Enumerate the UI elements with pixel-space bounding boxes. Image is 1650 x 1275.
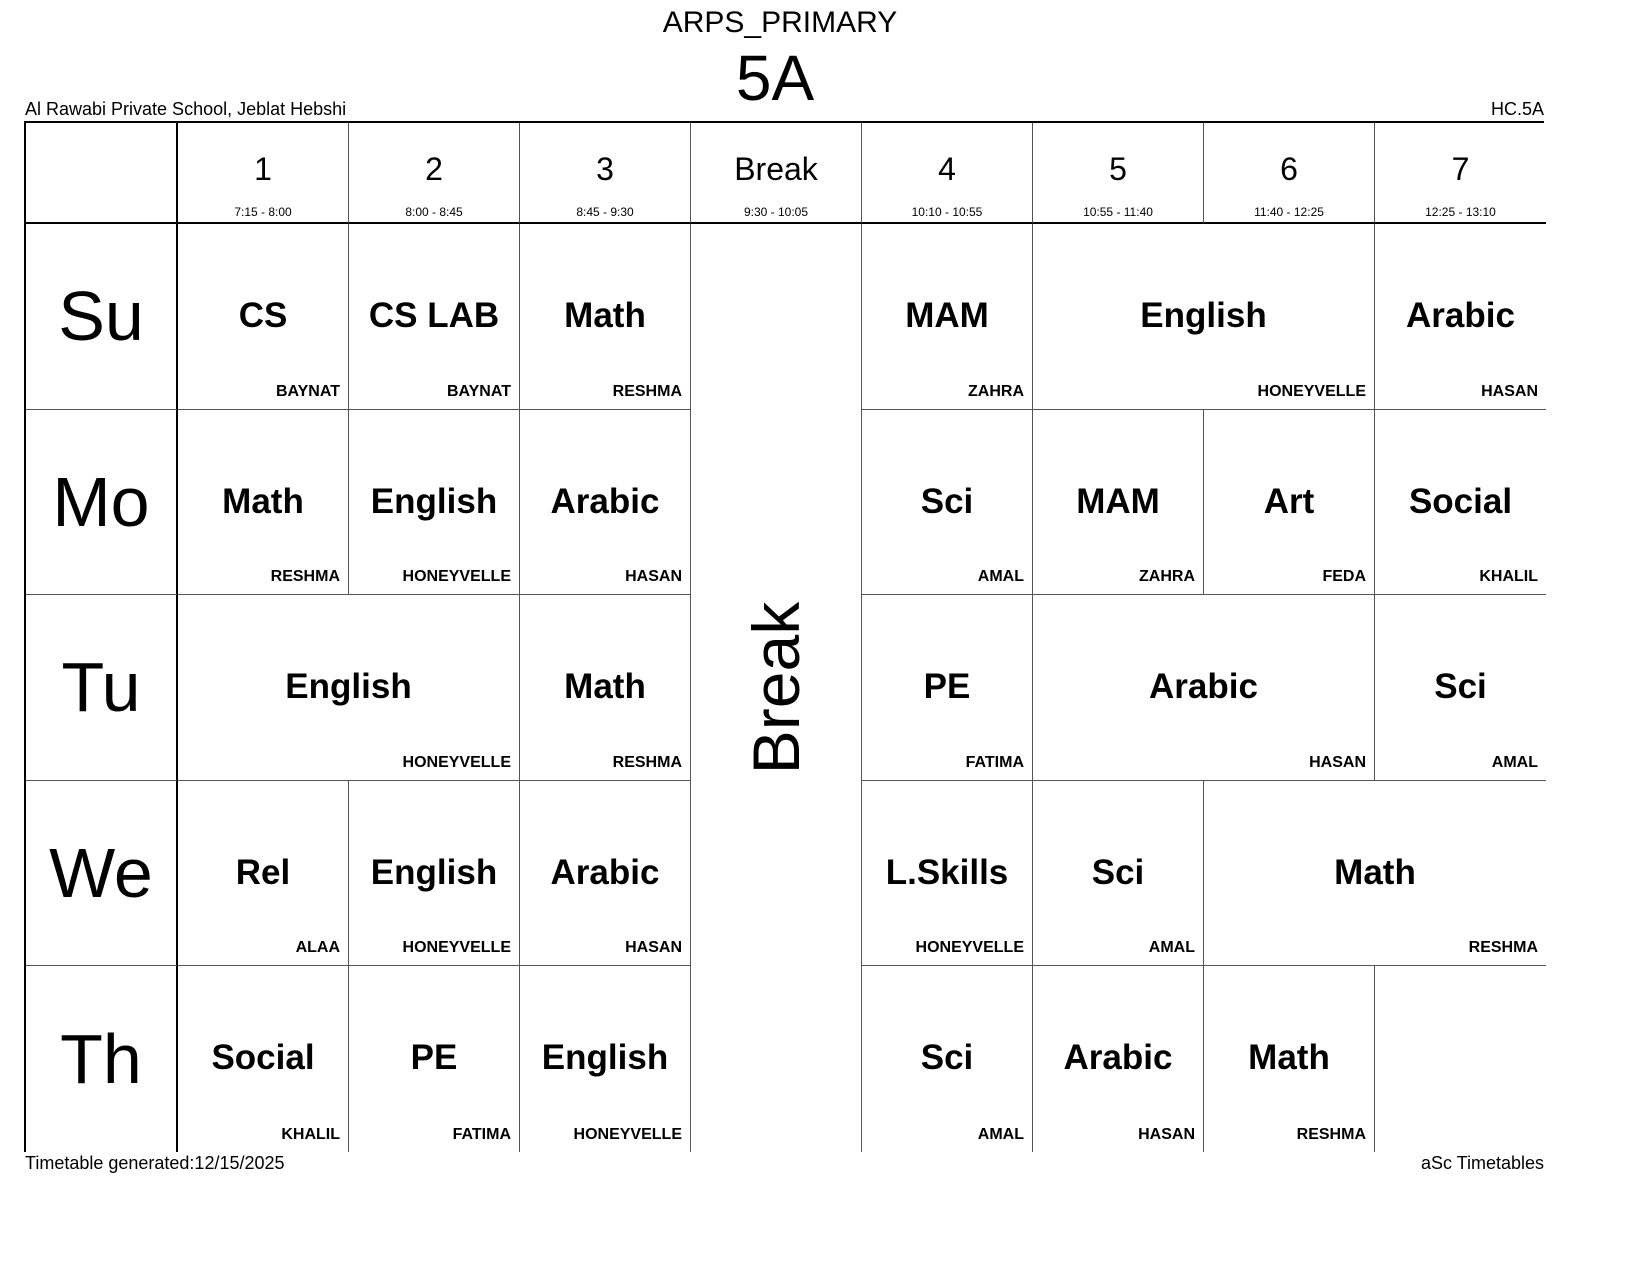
lesson-teacher: HONEYVELLE <box>402 568 511 585</box>
lesson-teacher: HASAN <box>1138 1125 1195 1143</box>
lesson-cell[interactable] <box>349 966 520 1152</box>
lesson-teacher: RESHMA <box>270 568 340 585</box>
lesson-cell[interactable] <box>520 410 691 596</box>
lesson-cell[interactable] <box>1204 781 1546 967</box>
period-time: 8:45 - 9:30 <box>576 205 634 219</box>
lesson-cell[interactable] <box>1375 224 1546 410</box>
period-number: Break <box>734 151 818 187</box>
lesson-teacher: RESHMA <box>612 753 682 771</box>
lesson-subject: PE <box>923 667 971 706</box>
lesson-teacher: AMAL <box>1491 753 1538 771</box>
lesson-cell[interactable] <box>862 595 1033 781</box>
period-header <box>349 123 520 224</box>
lesson-subject: Arabic <box>550 852 660 892</box>
period-time: 9:30 - 10:05 <box>743 205 809 219</box>
lesson-teacher: FATIMA <box>965 753 1024 771</box>
lesson-subject: Arabic <box>1063 1038 1173 1077</box>
lesson-subject: English <box>1140 296 1267 335</box>
class-code: HC.5A <box>1490 99 1544 119</box>
lesson-subject: Sci <box>920 481 974 521</box>
lesson-cell[interactable] <box>1204 966 1375 1152</box>
lesson-teacher: FEDA <box>1322 568 1366 585</box>
lesson-teacher: HASAN <box>625 939 682 956</box>
day-cell <box>26 410 178 596</box>
class-name: 5A <box>735 42 815 114</box>
lesson-cell[interactable] <box>520 781 691 967</box>
lesson-teacher: ZAHRA <box>1139 568 1195 585</box>
lesson-cell[interactable] <box>1033 595 1375 781</box>
lesson-subject: CS LAB <box>368 296 500 335</box>
period-number: 3 <box>596 151 614 187</box>
day-label: Tu <box>61 648 141 727</box>
break-label: Break <box>739 601 813 774</box>
corner-cell <box>26 123 178 224</box>
lesson-subject: L.Skills <box>885 852 1009 892</box>
lesson-subject: MAM <box>905 296 989 335</box>
lesson-teacher: HASAN <box>1309 753 1366 771</box>
lesson-cell[interactable] <box>862 781 1033 967</box>
lesson-teacher: FATIMA <box>452 1125 511 1143</box>
lesson-teacher: HONEYVELLE <box>402 939 511 956</box>
lesson-teacher: RESHMA <box>1468 939 1538 956</box>
lesson-cell[interactable] <box>178 966 349 1152</box>
period-time: 7:15 - 8:00 <box>234 205 292 219</box>
generated-date: Timetable generated:12/15/2025 <box>25 1153 285 1173</box>
period-time: 8:00 - 8:45 <box>405 205 463 219</box>
lesson-teacher: RESHMA <box>612 382 682 400</box>
lesson-cell[interactable] <box>862 224 1033 410</box>
lesson-teacher: HONEYVELLE <box>1257 382 1366 400</box>
lesson-subject: Arabic <box>550 481 660 521</box>
lesson-teacher: BAYNAT <box>446 382 511 400</box>
lesson-teacher: AMAL <box>977 568 1024 585</box>
day-cell <box>26 595 178 781</box>
lesson-cell[interactable] <box>1033 224 1375 410</box>
period-time: 11:40 - 12:25 <box>1254 205 1324 219</box>
lesson-subject: English <box>370 481 498 521</box>
day-cell <box>26 224 178 410</box>
day-label: We <box>49 833 153 912</box>
lesson-cell[interactable] <box>1033 410 1204 596</box>
lesson-cell[interactable] <box>520 224 691 410</box>
lesson-teacher: KHALIL <box>1479 568 1538 585</box>
lesson-subject: Math <box>564 296 646 335</box>
lesson-cell[interactable] <box>1033 966 1204 1152</box>
period-header <box>691 123 862 224</box>
lesson-teacher: AMAL <box>977 1125 1024 1143</box>
lesson-cell[interactable] <box>349 410 520 596</box>
lesson-subject: Arabic <box>1406 296 1515 335</box>
lesson-subject: Math <box>1248 1038 1330 1077</box>
period-number: 2 <box>425 151 443 187</box>
software-credit: aSc Timetables <box>1420 1153 1544 1173</box>
lesson-subject: MAM <box>1076 481 1160 521</box>
period-header <box>862 123 1033 224</box>
break-column <box>691 224 862 1152</box>
lesson-cell[interactable] <box>178 595 520 781</box>
period-header <box>1375 123 1546 224</box>
lesson-teacher: HONEYVELLE <box>402 753 511 771</box>
lesson-teacher: AMAL <box>1148 939 1195 956</box>
timetable-title: ARPS_PRIMARY <box>662 6 898 39</box>
lesson-subject: Social <box>1408 481 1513 521</box>
day-cell <box>26 781 178 967</box>
lesson-cell[interactable] <box>862 410 1033 596</box>
day-label: Su <box>58 277 144 356</box>
empty-cell[interactable] <box>1375 966 1546 1152</box>
day-label: Th <box>60 1019 142 1098</box>
lesson-subject: English <box>285 667 412 706</box>
period-header <box>1204 123 1375 224</box>
lesson-subject: Social <box>211 1038 315 1077</box>
period-header <box>1033 123 1204 224</box>
lesson-cell[interactable] <box>349 781 520 967</box>
lesson-cell[interactable] <box>178 410 349 596</box>
lesson-subject: Sci <box>920 1038 974 1077</box>
lesson-subject: Math <box>222 481 304 521</box>
lesson-subject: Math <box>564 667 646 706</box>
lesson-teacher: BAYNAT <box>275 382 340 400</box>
period-number: 7 <box>1451 151 1470 187</box>
period-time: 10:10 - 10:55 <box>911 205 983 219</box>
lesson-subject: Sci <box>1091 852 1145 892</box>
lesson-teacher: KHALIL <box>281 1125 340 1143</box>
lesson-teacher: HASAN <box>1481 382 1538 400</box>
lesson-subject: Sci <box>1434 667 1487 706</box>
period-number: 4 <box>938 151 956 187</box>
lesson-teacher: HONEYVELLE <box>573 1125 682 1143</box>
lesson-subject: Art <box>1263 481 1315 521</box>
day-cell <box>26 966 178 1152</box>
lesson-subject: Rel <box>235 852 291 892</box>
lesson-subject: English <box>370 852 498 892</box>
timetable-grid <box>24 121 1544 1152</box>
period-time: 12:25 - 13:10 <box>1425 205 1496 219</box>
period-header <box>520 123 691 224</box>
lesson-teacher: ZAHRA <box>968 382 1024 400</box>
lesson-cell[interactable] <box>1375 595 1546 781</box>
lesson-cell[interactable] <box>520 595 691 781</box>
lesson-subject: Arabic <box>1149 667 1258 706</box>
period-number: 1 <box>254 151 272 187</box>
lesson-teacher: ALAA <box>295 939 340 956</box>
lesson-cell[interactable] <box>520 966 691 1152</box>
lesson-subject: Math <box>1334 852 1416 892</box>
day-label: Mo <box>52 462 150 541</box>
lesson-cell[interactable] <box>1033 781 1204 967</box>
lesson-cell[interactable] <box>178 781 349 967</box>
lesson-subject: CS <box>238 296 288 335</box>
lesson-subject: PE <box>410 1038 458 1077</box>
lesson-teacher: RESHMA <box>1296 1125 1366 1143</box>
period-time: 10:55 - 11:40 <box>1083 205 1153 219</box>
period-number: 5 <box>1109 151 1127 187</box>
lesson-cell[interactable] <box>349 224 520 410</box>
lesson-subject: English <box>541 1038 669 1077</box>
lesson-teacher: HASAN <box>625 568 682 585</box>
lesson-cell[interactable] <box>1204 410 1375 596</box>
school-name: Al Rawabi Private School, Jeblat Hebshi <box>25 99 347 119</box>
lesson-cell[interactable] <box>1375 410 1546 596</box>
period-number: 6 <box>1280 151 1298 187</box>
lesson-cell[interactable] <box>178 224 349 410</box>
lesson-teacher: HONEYVELLE <box>915 939 1024 956</box>
period-header <box>178 123 349 224</box>
lesson-cell[interactable] <box>862 966 1033 1152</box>
